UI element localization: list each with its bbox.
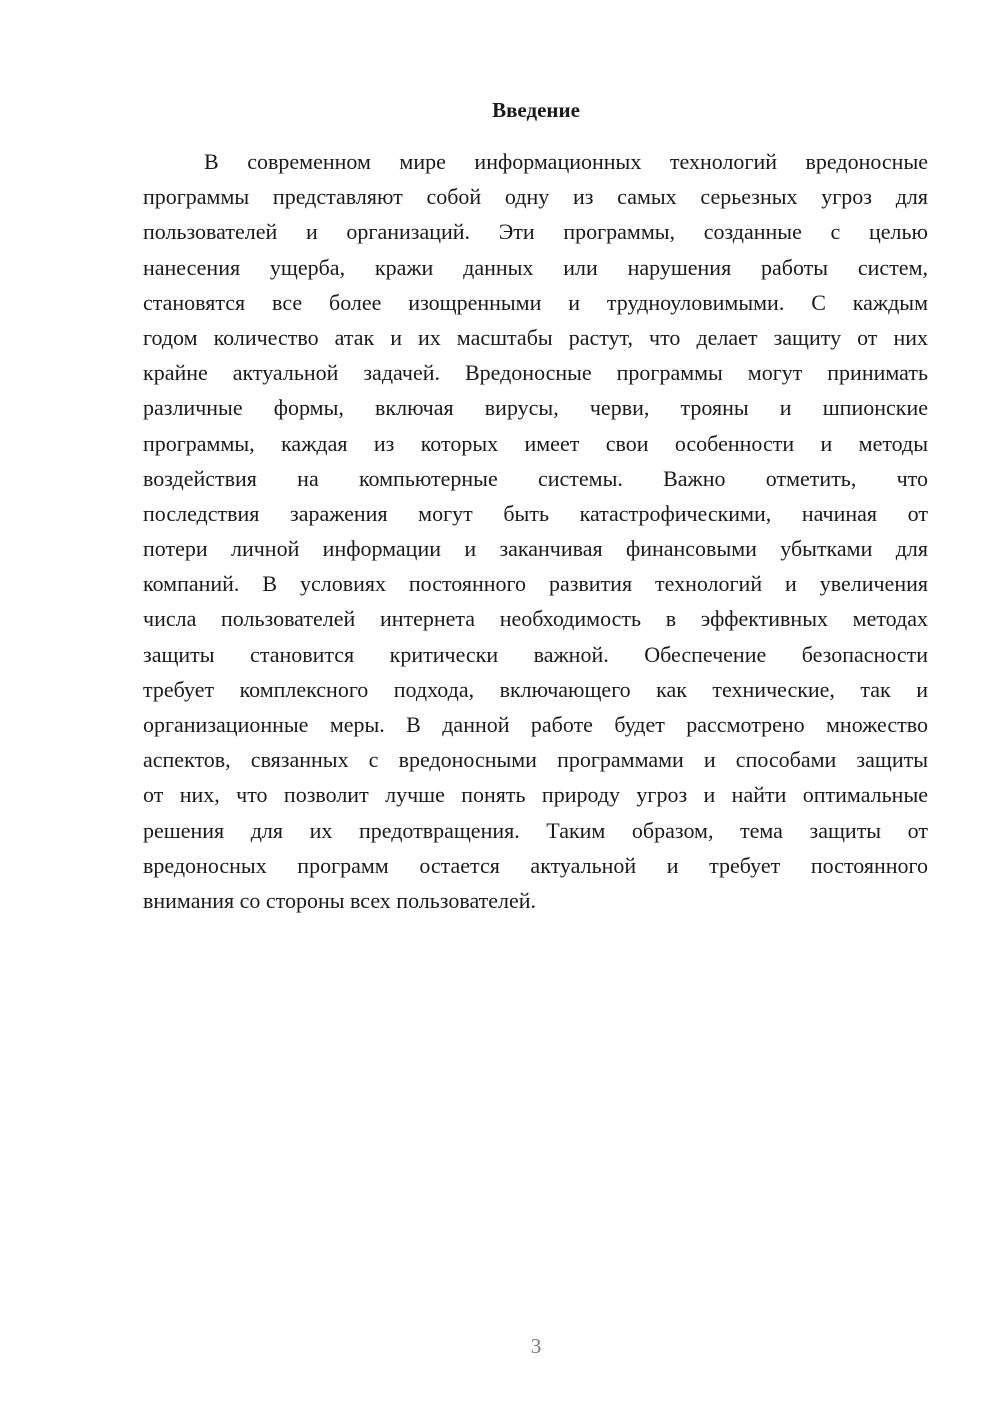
- text-line: различные формы, включая вирусы, черви, трояны и шпионские: [143, 395, 928, 421]
- text-line: нанесения ущерба, кражи данных или нарушения работы систем,: [143, 254, 928, 280]
- text-line: требует комплексного подхода, включающего как технические, так и: [143, 676, 928, 702]
- text-line: защиты становится критически важной. Обеспечение безопасности: [143, 641, 928, 667]
- text-line: аспектов, связанных с вредоносными программами и способами защиты: [143, 747, 928, 773]
- text-line: компаний. В условиях постоянного развития технологий и увеличения: [143, 571, 928, 597]
- text-line: решения для их предотвращения. Таким образом, тема защиты от: [143, 817, 928, 843]
- text-line: потери личной информации и заканчивая финансовыми убытками для: [143, 536, 928, 562]
- text-line: программы, каждая из которых имеет свои особенности и методы: [143, 430, 928, 456]
- text-line: организационные меры. В данной работе будет рассмотрено множество: [143, 712, 928, 737]
- text-line: числа пользователей интернета необходимость в эффективных методах: [143, 606, 928, 632]
- text-line: воздействия на компьютерные системы. Важно отметить, что: [143, 465, 928, 491]
- section-heading: Введение: [492, 98, 580, 122]
- text-line: вредоносных программ остается актуальной и требует постоянного: [143, 852, 928, 878]
- text-line: последствия заражения могут быть катастрофическими, начиная от: [143, 500, 928, 526]
- text-line: программы представляют собой одну из самых серьезных угроз для: [143, 184, 928, 210]
- text-line: становятся все более изощренными и трудноуловимыми. С каждым: [143, 289, 928, 315]
- text-line: крайне актуальной задачей. Вредоносные программы могут принимать: [143, 360, 928, 386]
- text-line: внимания со стороны всех пользователей.: [143, 887, 537, 913]
- text-line: пользователей и организаций. Эти программы, созданные с целью: [143, 219, 928, 245]
- page-number: 3: [530, 1334, 542, 1358]
- body-paragraph: [143, 144, 928, 918]
- text-line: от них, что позволит лучше понять природу угроз и найти оптимальные: [143, 782, 928, 808]
- text-line: В современном мире информационных технологий вредоносные: [204, 149, 928, 174]
- text-line: годом количество атак и их масштабы растут, что делает защиту от них: [143, 324, 928, 350]
